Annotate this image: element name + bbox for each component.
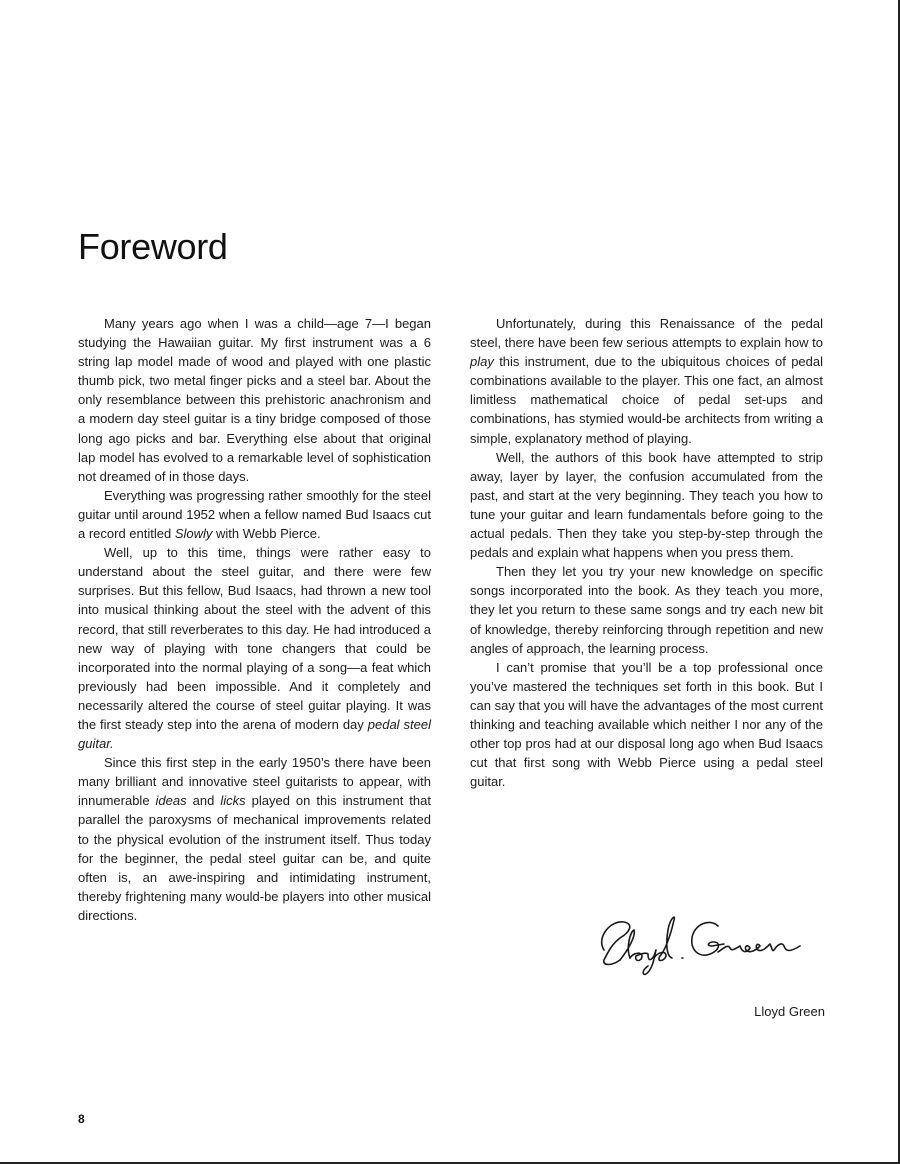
page-number: 8	[78, 1112, 85, 1126]
paragraph-text: Since this first step in the early 1950’s there have been many brilliant and innovative steel guitarists to appear, with innumerable	[78, 755, 431, 809]
paragraph-text: and	[186, 793, 221, 809]
paragraph: Then they let you try your new knowledge on specific songs incorporated into the book. As they teach you more, they let you return to these same songs and try each new bit of knowledge, thereby reinforcing through repetition and new angles of approach, the learning process.	[470, 564, 823, 656]
paragraph-text: played on this instrument that parallel the paroxysms of mechanical improvements related to the physical evolution of the instrument itself. Thus today for the beginner, the pedal steel guitar can be, and quite often is, an awe-inspiring and intimidating instrument, thereby frightening many would-be players into other musical directions.	[78, 793, 431, 923]
emphasis-text: ideas	[155, 793, 187, 809]
paragraph	[470, 314, 823, 448]
paragraph	[78, 753, 431, 925]
emphasis-text: play	[470, 354, 494, 370]
paragraph-text: Unfortunately, during this Renaissance of the pedal steel, there have been few serious attempts to explain how to	[470, 316, 823, 351]
paragraph: Many years ago when I was a child—age 7—I began studying the Hawaiian guitar. My first instrument was a 6 string lap model made of wood and played with one plastic thumb pick, two metal finger picks and a steel bar. About the only resemblance between this prehistoric anachronism and a modern day steel guitar is a tiny bridge composed of those long ago picks and bar. Everything else about that original lap model has evolved to a remarkable level of sophistication not dreamed of in those days.	[78, 316, 431, 484]
right-column	[470, 314, 823, 791]
left-column	[78, 314, 431, 925]
signer-name: Lloyd Green	[754, 1004, 825, 1019]
emphasis-text: pedal steel guitar.	[78, 716, 431, 752]
paragraph: Well, the authors of this book have attempted to strip away, layer by layer, the confusion accumulated from the past, and start at the very beginning. They teach you how to tune your guitar and learn fundamentals before going to the actual pedals. Then they take you step-by-step through the pedals and explain what happens when you press them.	[470, 449, 823, 561]
paragraph	[78, 543, 431, 753]
paragraph: I can’t promise that you’ll be a top professional once you’ve mastered the techniques set forth in this book. But I can say that you will have the advantages of the most current thinking and teaching available which neither I nor any of the other top pros had at our disposal long ago when Bud Isaacs cut that first song with Webb Pierce using a pedal steel guitar.	[470, 659, 823, 790]
page-title: Foreword	[78, 226, 228, 267]
paragraph	[78, 486, 431, 543]
handwritten-signature	[590, 908, 830, 978]
record-title: Slowly	[174, 526, 213, 542]
paragraph-text: with Webb Pierce.	[212, 526, 321, 542]
paragraph-text: Everything was progressing rather smoothly for the steel guitar until around 1952 when a fellow named Bud Isaacs cut a record entitled	[78, 487, 431, 542]
paragraph-text: Well, up to this time, things were rather easy to understand about the steel guitar, and there were few surprises. But this fellow, Bud Isaacs, had thrown a new tool into musical thinking about the steel with the advent of this record, that still reverberates to this day. He had introduced a new way of playing with tone changers that could be incorporated into the normal playing of a song—a feat which previously had been impossible. And it completely and necessarily altered the course of steel guitar playing. It was the first steady step into the arena of modern day	[78, 545, 431, 732]
emphasis-text: licks	[220, 793, 246, 809]
paragraph-text: this instrument, due to the ubiquitous choices of pedal combinations available to the player. This one fact, an almost limitless mathematical choice of pedal set-ups and combinations, has stymied would-be architects from writing a simple, explanatory method of playing.	[470, 354, 823, 446]
